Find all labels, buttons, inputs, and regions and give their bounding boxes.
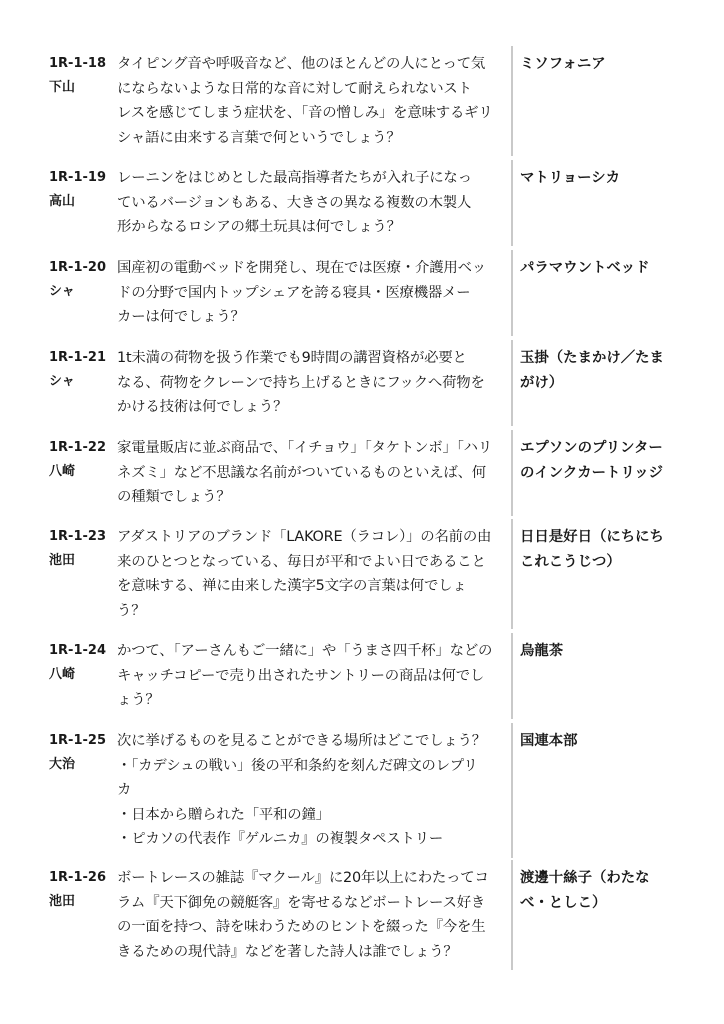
question-author: 八崎 xyxy=(49,667,76,682)
question-text-line: の種類でしょう？ xyxy=(117,489,231,505)
question-text-line: レーニンをはじめとした最高指導者たちが入れ子になっ xyxy=(117,170,472,186)
question-text xyxy=(117,166,505,240)
column-divider xyxy=(511,46,513,156)
question-text-line: にならないような日常的な音に対して耐えられないスト xyxy=(117,80,472,97)
column-divider xyxy=(511,723,513,858)
question-text xyxy=(117,52,505,150)
question-id-column xyxy=(49,525,109,573)
column-divider xyxy=(511,633,513,719)
question-number: 1R-1-22 xyxy=(49,440,106,455)
answer-text-line: これこうじつ） xyxy=(520,553,621,570)
answer-text-line: べ・としこ） xyxy=(520,894,607,911)
question-text xyxy=(117,639,505,713)
column-divider xyxy=(511,860,513,970)
question-id-column xyxy=(49,436,109,484)
column-divider xyxy=(511,519,513,629)
answer-text xyxy=(520,436,690,485)
answer-text-line: がけ） xyxy=(520,374,564,391)
answer-text-line: ミソフォニア xyxy=(520,56,606,72)
question-text-line: シャ語に由来する言葉で何というでしょう？ xyxy=(117,129,401,146)
question-text-line: 国産初の電動ベッドを開発し、現在では医療・介護用ベッ xyxy=(117,260,486,276)
column-divider xyxy=(511,250,513,336)
question-text-line: アダストリアのブランド「LAKORE（ラコレ）」の名前の由 xyxy=(117,529,492,545)
answer-text-line: パラマウントベッド xyxy=(520,260,650,276)
question-text-line: 次に挙げるものを見ることができる場所はどこでしょう？ xyxy=(117,733,486,749)
question-number: 1R-1-21 xyxy=(49,350,106,365)
column-divider xyxy=(511,160,513,246)
question-number: 1R-1-18 xyxy=(49,56,106,71)
question-author: 池田 xyxy=(49,553,76,568)
question-text-line: 1t未満の荷物を扱う作業でも9時間の講習資格が必要と xyxy=(117,350,467,366)
question-text-line: カ xyxy=(117,782,132,798)
question-id-column xyxy=(49,52,109,100)
question-text-line: レスを感じてしまう症状を、「音の憎しみ」を意味するギリ xyxy=(117,105,493,121)
answer-text xyxy=(520,52,690,77)
question-id-column xyxy=(49,166,109,214)
column-divider xyxy=(511,340,513,426)
question-text xyxy=(117,346,505,420)
answer-text xyxy=(520,639,690,664)
question-text-line: ボートレースの雑誌『マクール』に20年以上にわたってコ xyxy=(117,870,489,886)
question-text-line: カーは何でしょう？ xyxy=(117,309,245,325)
question-text-line: う？ xyxy=(117,602,146,619)
answer-text-line: マトリョーシカ xyxy=(520,170,621,186)
question-author: 下山 xyxy=(49,80,76,95)
question-id-column xyxy=(49,639,109,687)
question-number: 1R-1-23 xyxy=(49,529,106,544)
question-text-line: ・ピカソの代表作『ゲルニカ』の複製タペストリー xyxy=(117,831,444,847)
question-text-line: を意味する、禅に由来した漢字5文字の言葉は何でしょ xyxy=(117,578,467,594)
question-text-line: キャッチコピーで売り出されたサントリーの商品は何でし xyxy=(117,667,485,684)
answer-text xyxy=(520,256,690,281)
question-text-line: ょう？ xyxy=(117,692,160,708)
answer-text-line: エプソンのプリンター xyxy=(520,440,663,456)
question-author: シャ xyxy=(49,374,75,389)
answer-text-line: 国連本部 xyxy=(520,733,578,749)
answer-text xyxy=(520,866,690,915)
question-text-line: ・「カデシュの戦い」後の平和条約を刻んだ碑文のレプリ xyxy=(117,757,478,774)
question-number: 1R-1-20 xyxy=(49,260,106,275)
question-author: 高山 xyxy=(49,194,76,209)
question-text-line: かける技術は何でしょう？ xyxy=(117,399,288,415)
question-text-line: ているバージョンもある、大きさの異なる複数の木製人 xyxy=(117,194,472,211)
answer-text-line: 玉掛（たまかけ／たま xyxy=(520,350,664,366)
question-author: 八崎 xyxy=(49,464,76,479)
answer-text xyxy=(520,166,690,191)
question-text xyxy=(117,729,505,852)
question-text-line: の一面を持つ、詩を味わうためのヒントを綴った『今を生 xyxy=(117,919,486,935)
question-id-column xyxy=(49,346,109,394)
question-number: 1R-1-26 xyxy=(49,870,106,885)
question-number: 1R-1-25 xyxy=(49,733,106,748)
question-text-line: タイピング音や呼吸音など、他のほとんどの人にとって気 xyxy=(117,56,486,72)
question-text xyxy=(117,866,505,964)
answer-text-line: 渡邊十絲子（わたな xyxy=(520,870,650,886)
question-text-line: かつて、「アーさんもご一緒に」や「うまさ四千杯」などの xyxy=(117,643,493,659)
question-text xyxy=(117,256,505,330)
question-text-line: 来のひとつとなっている、毎日が平和でよい日であること xyxy=(117,553,486,570)
question-number: 1R-1-19 xyxy=(49,170,106,185)
question-text xyxy=(117,525,505,623)
answer-text-line: 烏龍茶 xyxy=(520,643,564,659)
question-text-line: 形からなるロシアの郷土玩具は何でしょう？ xyxy=(117,219,401,235)
question-text-line: きるための現代詩』などを著した詩人は誰でしょう？ xyxy=(117,943,458,960)
question-number: 1R-1-24 xyxy=(49,643,106,658)
question-text-line: なる、荷物をクレーンで持ち上げるときにフックへ荷物を xyxy=(117,374,485,391)
question-text-line: ラム『天下御免の競艇客』を寄せるなどボートレース好き xyxy=(117,894,486,911)
question-id-column xyxy=(49,729,109,777)
question-text-line: ネズミ」など不思議な名前がついているものといえば、何 xyxy=(117,464,486,481)
question-author: 池田 xyxy=(49,894,76,909)
question-author: 大治 xyxy=(49,757,76,772)
question-text-line: 家電量販店に並ぶ商品で、「イチョウ」「タケトンボ」「ハリ xyxy=(117,440,493,456)
question-text xyxy=(117,436,505,510)
question-text-line: ドの分野で国内トップシェアを誇る寝具・医療機器メー xyxy=(117,284,471,301)
question-id-column xyxy=(49,256,109,304)
answer-text xyxy=(520,525,690,574)
answer-text xyxy=(520,346,690,395)
answer-text xyxy=(520,729,690,754)
question-id-column xyxy=(49,866,109,914)
answer-text-line: のインクカートリッジ xyxy=(520,464,664,481)
column-divider xyxy=(511,430,513,516)
answer-text-line: 日日是好日（にちにち xyxy=(520,529,664,545)
question-author: シャ xyxy=(49,284,75,299)
question-text-line: ・日本から贈られた「平和の鐘」 xyxy=(117,806,330,823)
